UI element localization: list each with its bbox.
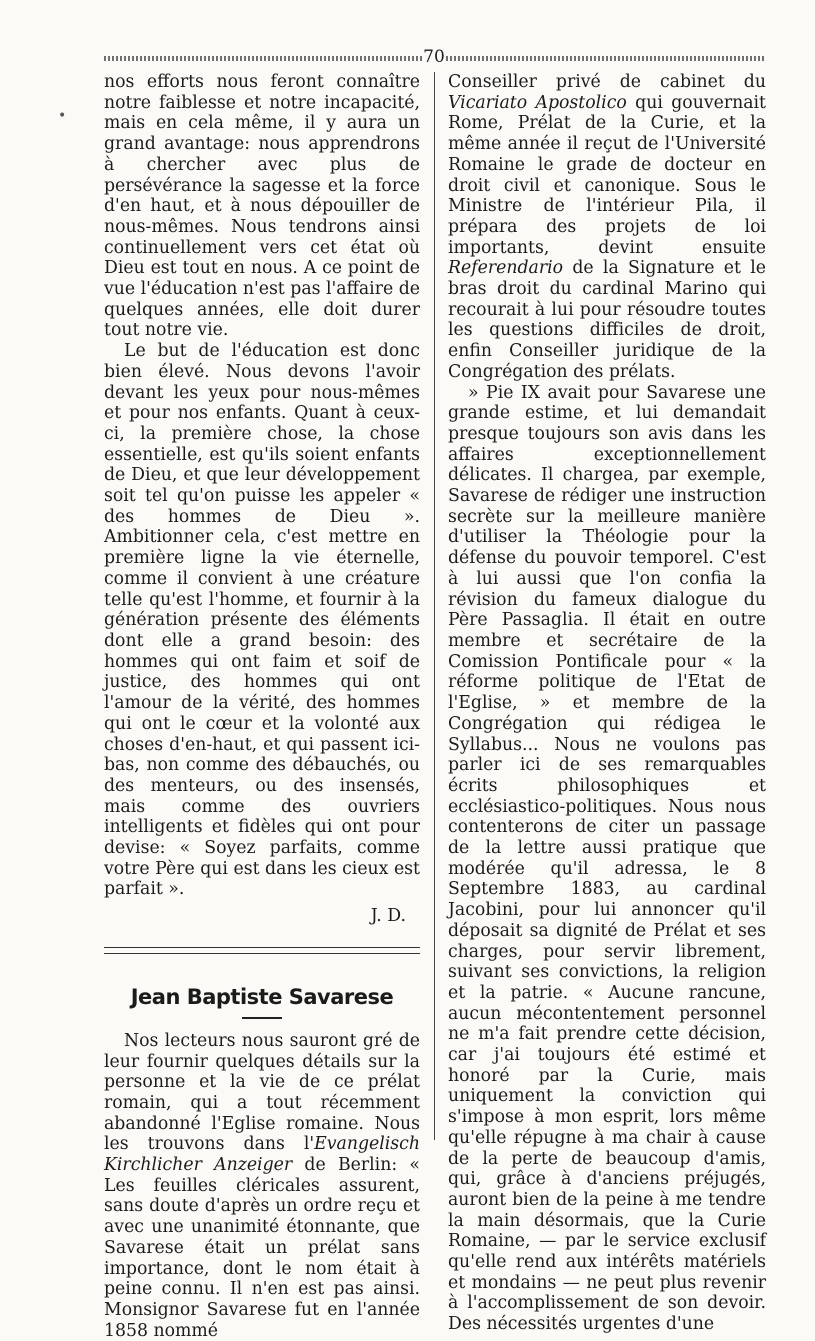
text-span: Nos lecteurs nous sauront gré de leur fournir quelques détails sur la personne et la vie de ce prélat romain, qui a tout récemment abandonné l'Eglise romaine. Nous les trouvons dans l': [104, 1030, 420, 1155]
text-span: Conseiller privé de cabinet du: [448, 72, 766, 92]
header-ornament-right: [446, 56, 764, 61]
italic-text: Referendario: [448, 258, 564, 279]
right-column: [448, 72, 766, 1335]
left-column: [104, 72, 420, 1341]
italic-text: Vicariato Apostolico: [448, 92, 627, 113]
margin-mark: •: [58, 108, 67, 124]
text-span: de la Signature et le bras droit du cardinal Marino qui recourait à lui pour résoudre toutes les questions difficiles de droit, enfin Conseiller juridique de la Congrégation des prélats.: [448, 258, 766, 382]
article-title: Jean Baptiste Savarese: [130, 984, 394, 1009]
paragraph: » Pie IX avait pour Savarese une grande estime, et lui demandait presque toujours son avis dans les affaires exceptionnellement délicates. Il chargea, par exemple, Savarese de rédiger une instruction secrète sur la meilleure manière d'utiliser la Théologie pour la défense du pouvoir temporel. C'est à lui aussi que l'on confia la révision du fameux dialogue du Père Passaglia. Il était en outre membre et secrétaire de la Comission Pontificale pour « la réforme politique de l'Etat de l'Eglise, » et membre de la Congrégation qui rédigea le Syllabus... Nous ne voulons pas parler ici de ses remarquables écrits philosophiques et ecclésiastico-politiques. Nous nous contenterons de citer un passage de la lettre aussi pratique que modérée qu'il adressa, le 8 Septembre 1883, au cardinal Jacobini, pour lui annoncer qu'il déposait sa dignité de Prélat et ses charges, pour servir librement, suivant ses convictions, la religion et la patrie. « Aucune rancune, aucun mécontentement personnel ne m'a fait prendre cette décision, car j'ai toujours été estimé et honoré par la Curie, mais uniquement la conviction qui s'impose à mon esprit, lors même qu'elle répugne à ma chair à cause de la perte de beaucoup d'amis, qui, grâce à d'anciens préjugés, auront bien de la peine à me tendre la main désormais, que la Curie Romaine, — par le service exclusif qu'elle rend aux intérêts matériels et mondains — ne peut plus revenir à l'accomplissement de son devoir. Des nécessités urgentes d'une: [448, 382, 766, 1335]
signature: J. D.: [370, 906, 406, 927]
text-span: qui gouvernait Rome, Prélat de la Curie, et la même année il reçut de l'Université Romaine le grade de docteur en droit civil et canonique. Sous le Ministre de l'intérieur Pila, il prépara des projets de loi importants, devint ensuite: [448, 92, 766, 258]
title-underline: [242, 1017, 282, 1019]
paragraph: Le but de l'éducation est donc bien élevé. Nous devons l'avoir devant les yeux pour nous-mêmes et pour nos enfants. Quant à ceux-ci, la première chose, la chose essentielle, est qu'ils soient enfants de Dieu, et que leur développement soit tel qu'on puisse les appeler « des hommes de Dieu ». Ambitionner cela, c'est mettre en première ligne la vie éternelle, comme il convient à une créature telle qu'est l'homme, et fournir à la génération présente des éléments dont elle a grand besoin: des hommes qui ont faim et soif de justice, des hommes qui ont l'amour de la vérité, des hommes qui ont le cœur et la volonté aux choses d'en-haut, et qui passent ici-bas, non comme des débauchés, ou des menteurs, ou des insensés, mais comme des ouvriers intelligents et fidèles qui ont pour devise: « Soyez parfaits, comme votre Père qui est dans les cieux est parfait ».: [104, 341, 420, 900]
column-divider: [434, 72, 435, 1140]
paragraph: [104, 1031, 420, 1341]
page-header: [104, 46, 764, 68]
section-divider: [104, 947, 420, 954]
header-ornament-left: [104, 56, 422, 61]
text-span: de Berlin: « Les feuilles cléricales assurent, sans doute d'après un ordre reçu et avec une unanimité étonnante, que Savarese était un prélat sans importance, dont le nom était à peine connu. Il n'en est pas ainsi. Monsignor Savarese fut en l'année 1858 nommé: [104, 1155, 420, 1341]
italic-text: Evangelisch Kirchlicher Anzeiger: [104, 1134, 420, 1176]
paragraph: nos efforts nous feront connaître notre faiblesse et notre incapacité, mais en cela même, il y aura un grand avantage: nous apprendrons à chercher avec plus de persévérance la sagesse et la force d'en haut, et à nous dépouiller de nous-mêmes. Nous tendrons ainsi continuellement vers cet état où Dieu est tout en nous. A ce point de vue l'éducation n'est pas l'affaire de quelques années, elle doit durer tout notre vie.: [104, 72, 420, 341]
page-number: 70: [423, 47, 445, 67]
paragraph: [448, 72, 766, 383]
